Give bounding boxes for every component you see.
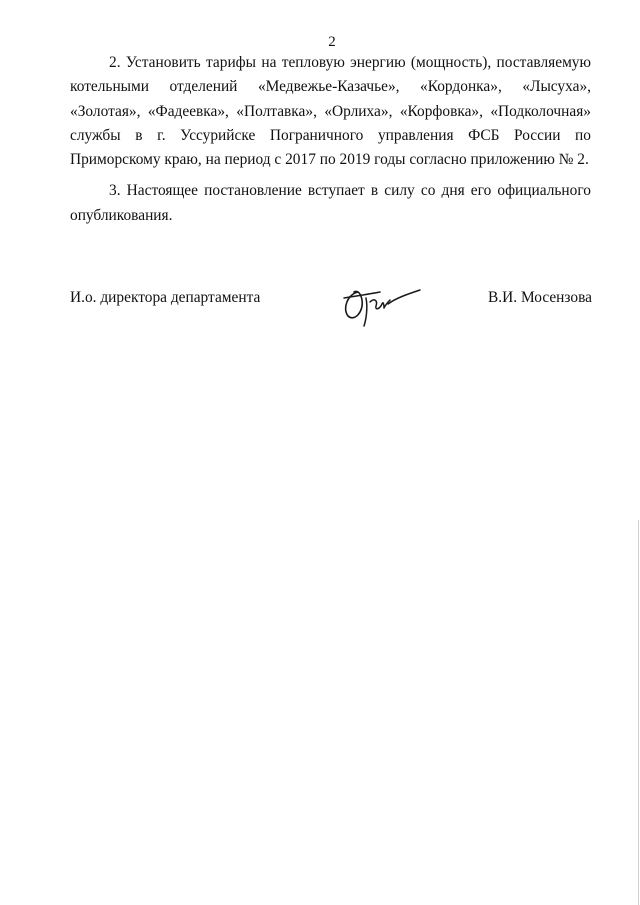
handwritten-signature: [336, 268, 426, 330]
signatory-name: В.И. Мосензова: [488, 289, 592, 306]
signatory-title: И.о. директора департамента: [70, 289, 261, 306]
document-body: [70, 51, 591, 228]
paragraph-tariffs: 2. Установить тарифы на тепловую энергию (мощность), поставляемую котельными отделений «Медвежье-Казачье», «Кордонка», «Лысуха», «Золотая», «Фадеевка», «Полтавка», «Орлиха», «Корфовка», «Подколочная» службы в г. Уссурийске Пограничного управления ФСБ России по Приморскому краю, на период с 2017 по 2019 годы согласно приложению № 2.: [70, 54, 591, 169]
paragraph-effective-date: 3. Настоящее постановление вступает в силу со дня его официального опубликования.: [70, 182, 591, 224]
scan-edge-divider: [638, 520, 639, 905]
page-number: 2: [328, 34, 336, 50]
